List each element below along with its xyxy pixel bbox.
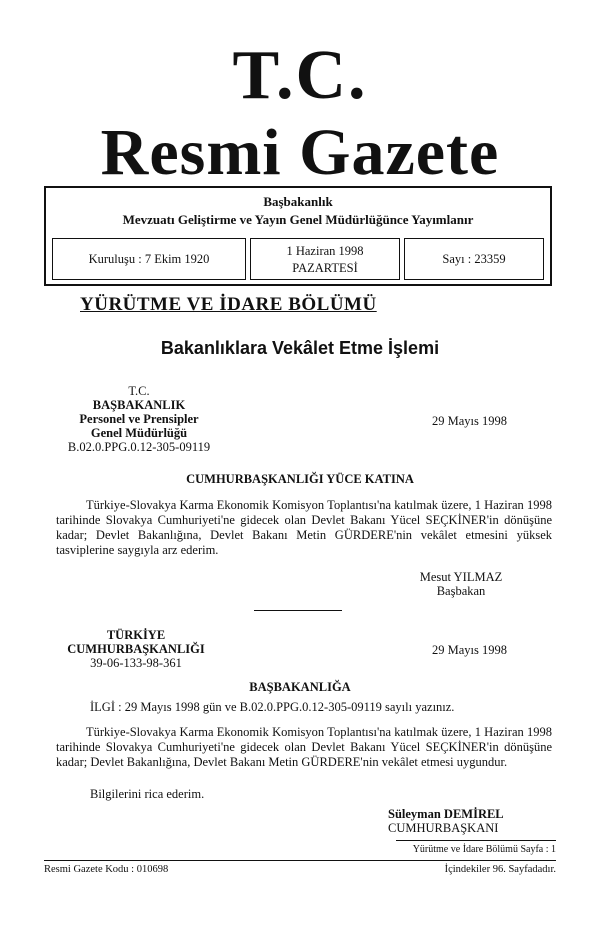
doc1-sender-line: T.C.	[128, 384, 150, 398]
gazette-code: Resmi Gazete Kodu : 010698	[44, 864, 169, 875]
doc1-date: 29 Mayıs 1998	[432, 414, 507, 428]
doc2-signer-name: Süleyman DEMİREL	[388, 807, 504, 821]
header-box	[44, 186, 552, 286]
doc2-reference: İLGİ : 29 Mayıs 1998 gün ve B.02.0.PPG.0.12-305-09119 sayılı yazınız.	[90, 700, 455, 714]
doc1-sender-line: Genel Müdürlüğü	[90, 426, 188, 440]
doc1-sender	[46, 384, 232, 454]
doc2-body: Türkiye-Slovakya Karma Ekonomik Komisyon Toplantısı'na katılmak üzere, 1 Haziran 1998 tarihinde Slovakya Cumhuriyeti'ne gidecek olan Devlet Bakanı Yücel SEÇKİNER'in dönüşüne kadar; Devlet Bakanlığına, Devlet Bakanı Metin GÜRDERE'nin vekâlet etmesi uygundur.	[56, 725, 552, 769]
doc2-sender	[56, 628, 216, 670]
issue-number-cell: Sayı : 23359	[404, 238, 544, 280]
doc2-sender-line: TÜRKİYE	[106, 628, 166, 642]
issue-date: 1 Haziran 1998	[286, 244, 364, 258]
masthead-title: Resmi Gazete	[100, 116, 500, 189]
doc1-addressee: CUMHURBAŞKANLIĞI YÜCE KATINA	[186, 472, 414, 486]
page-reference: Yürütme ve İdare Bölümü Sayfa : 1	[412, 844, 556, 855]
subheading: Bakanlıklara Vekâlet Etme İşlemi	[160, 338, 440, 358]
section-title: YÜRÜTME VE İDARE BÖLÜMÜ	[80, 294, 377, 315]
doc2-closing: Bilgilerini rica ederim.	[90, 787, 205, 801]
doc2-sender-line: CUMHURBAŞKANLIĞI	[67, 642, 205, 656]
doc1-sender-line: B.02.0.PPG.0.12-305-09119	[67, 440, 211, 454]
doc2-sender-line: 39-06-133-98-361	[90, 656, 182, 670]
doc1-sender-line: Personel ve Prensipler	[79, 412, 199, 426]
doc2-addressee: BAŞBAKANLIĞA	[249, 680, 351, 694]
doc2-date: 29 Mayıs 1998	[432, 643, 507, 657]
separator-line	[254, 610, 342, 611]
footer-small-rule	[396, 840, 556, 841]
header-publisher: Başbakanlık	[263, 194, 333, 209]
footer-rule	[44, 860, 556, 861]
doc2-signature	[388, 807, 532, 835]
header-publisher-detail: Mevzuatı Geliştirme ve Yayın Genel Müdürlüğünce Yayımlanır	[122, 212, 474, 227]
doc1-signer-name: Mesut YILMAZ	[419, 570, 503, 584]
contents-note: İçindekiler 96. Sayfadadır.	[444, 864, 556, 875]
masthead-tc: T.C.	[232, 37, 368, 114]
doc1-body: Türkiye-Slovakya Karma Ekonomik Komisyon Toplantısı'na katılmak üzere, 1 Haziran 1998 tarihinde Slovakya Cumhuriyeti'ne gidecek olan Devlet Bakanı Yücel SEÇKİNER'in dönüşüne kadar; Devlet Bakanlığına, Devlet Bakanı Metin GÜRDERE'nin vekâlet etmesini yüksek tasviplerine saygıyla arz ederim.	[56, 498, 552, 557]
issue-weekday: PAZARTESİ	[292, 261, 358, 275]
date-cell	[250, 238, 400, 280]
founded-cell: Kuruluşu : 7 Ekim 1920	[52, 238, 246, 280]
doc1-signer-title: Başbakan	[436, 584, 486, 598]
doc2-signer-title: CUMHURBAŞKANI	[388, 821, 499, 835]
doc1-signature	[396, 570, 526, 598]
doc1-sender-line: BAŞBAKANLIK	[92, 398, 186, 412]
